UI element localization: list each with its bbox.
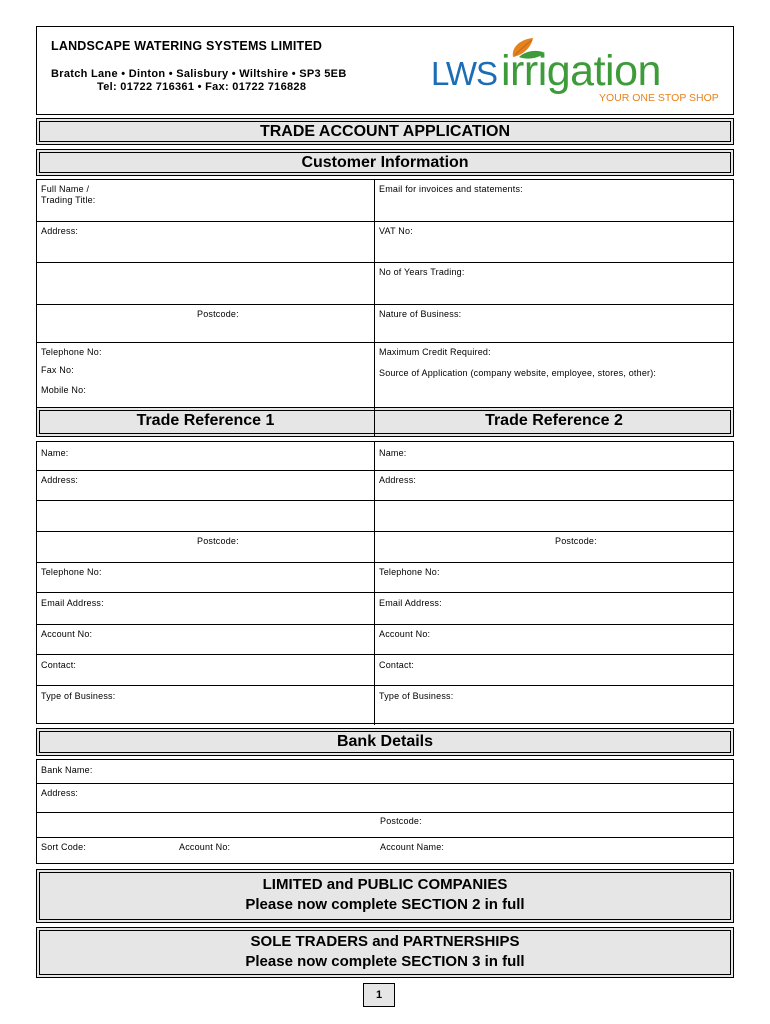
- account-name-label: Account Name:: [380, 842, 445, 852]
- trading-title-label: Trading Title:: [41, 195, 96, 205]
- lws-irrigation-logo: [429, 35, 725, 107]
- ref2-name-label: Name:: [379, 448, 407, 458]
- company-address: Bratch Lane • Dinton • Salisbury • Wiltshire • SP3 5EB: [51, 68, 347, 80]
- customer-info-heading: Customer Information: [301, 153, 469, 171]
- nature-of-business-label: Nature of Business:: [379, 309, 462, 319]
- sort-code-label: Sort Code:: [41, 842, 87, 852]
- ref2-contact-label: Contact:: [379, 660, 415, 670]
- company-phone-fax: Tel: 01722 716361 • Fax: 01722 716828: [97, 81, 307, 93]
- bank-details-heading: Bank Details: [336, 733, 434, 750]
- ref2-business-type-label: Type of Business:: [379, 691, 454, 701]
- ref1-account-label: Account No:: [41, 629, 93, 639]
- ref2-account-label: Account No:: [379, 629, 431, 639]
- form-title-bar: [36, 118, 734, 145]
- email-invoices-label: Email for invoices and statements:: [379, 184, 523, 194]
- trade-reference-bar: [36, 407, 734, 437]
- address-label: Address:: [41, 226, 79, 236]
- ref1-email-label: Email Address:: [41, 598, 104, 608]
- limited-notice-line1: LIMITED and PUBLIC COMPANIES: [262, 876, 508, 893]
- trade-reference-1-heading: Trade Reference 1: [136, 412, 275, 429]
- ref1-business-type-label: Type of Business:: [41, 691, 116, 701]
- trade-reference-2-heading: Trade Reference 2: [485, 412, 623, 429]
- customer-info-bar: [36, 149, 734, 176]
- ref2-postcode-label: Postcode:: [555, 536, 597, 546]
- sole-traders-notice: [36, 927, 734, 978]
- bank-address-label: Address:: [41, 788, 79, 798]
- bank-details-table: [36, 759, 734, 864]
- sole-notice-line1: SOLE TRADERS and PARTNERSHIPS: [250, 933, 520, 950]
- years-trading-label: No of Years Trading:: [379, 267, 465, 277]
- bank-postcode-label: Postcode:: [380, 816, 422, 826]
- full-name-label: Full Name /: [41, 184, 90, 194]
- bank-name-label: Bank Name:: [41, 765, 93, 775]
- trade-reference-table: [36, 441, 734, 724]
- letterhead: [36, 26, 734, 115]
- vat-label: VAT No:: [379, 226, 413, 236]
- svg-text:irrigation: irrigation: [501, 47, 661, 95]
- sole-notice-line2: Please now complete SECTION 3 in full: [245, 953, 525, 970]
- ref2-address-label: Address:: [379, 475, 417, 485]
- form-title: TRADE ACCOUNT APPLICATION: [259, 122, 511, 140]
- bank-account-no-label: Account No:: [179, 842, 231, 852]
- bank-details-bar: [36, 728, 734, 756]
- svg-text:YOUR ONE STOP SHOP: YOUR ONE STOP SHOP: [599, 92, 719, 104]
- postcode-label: Postcode:: [197, 309, 239, 319]
- company-name: LANDSCAPE WATERING SYSTEMS LIMITED: [51, 39, 323, 53]
- ref1-name-label: Name:: [41, 448, 69, 458]
- mobile-label: Mobile No:: [41, 385, 87, 395]
- telephone-label: Telephone No:: [41, 347, 102, 357]
- limited-notice-line2: Please now complete SECTION 2 in full: [245, 896, 525, 913]
- ref2-email-label: Email Address:: [379, 598, 442, 608]
- page-number: 1: [363, 983, 395, 1007]
- ref1-telephone-label: Telephone No:: [41, 567, 102, 577]
- max-credit-label: Maximum Credit Required:: [379, 347, 491, 357]
- svg-text:LWS: LWS: [431, 55, 498, 92]
- limited-companies-notice: [36, 869, 734, 923]
- ref1-address-label: Address:: [41, 475, 79, 485]
- ref1-postcode-label: Postcode:: [197, 536, 239, 546]
- fax-label: Fax No:: [41, 365, 74, 375]
- ref1-contact-label: Contact:: [41, 660, 77, 670]
- customer-info-table: [36, 179, 734, 408]
- ref2-telephone-label: Telephone No:: [379, 567, 440, 577]
- source-of-application-label: Source of Application (company website, employee, stores, other):: [379, 368, 657, 378]
